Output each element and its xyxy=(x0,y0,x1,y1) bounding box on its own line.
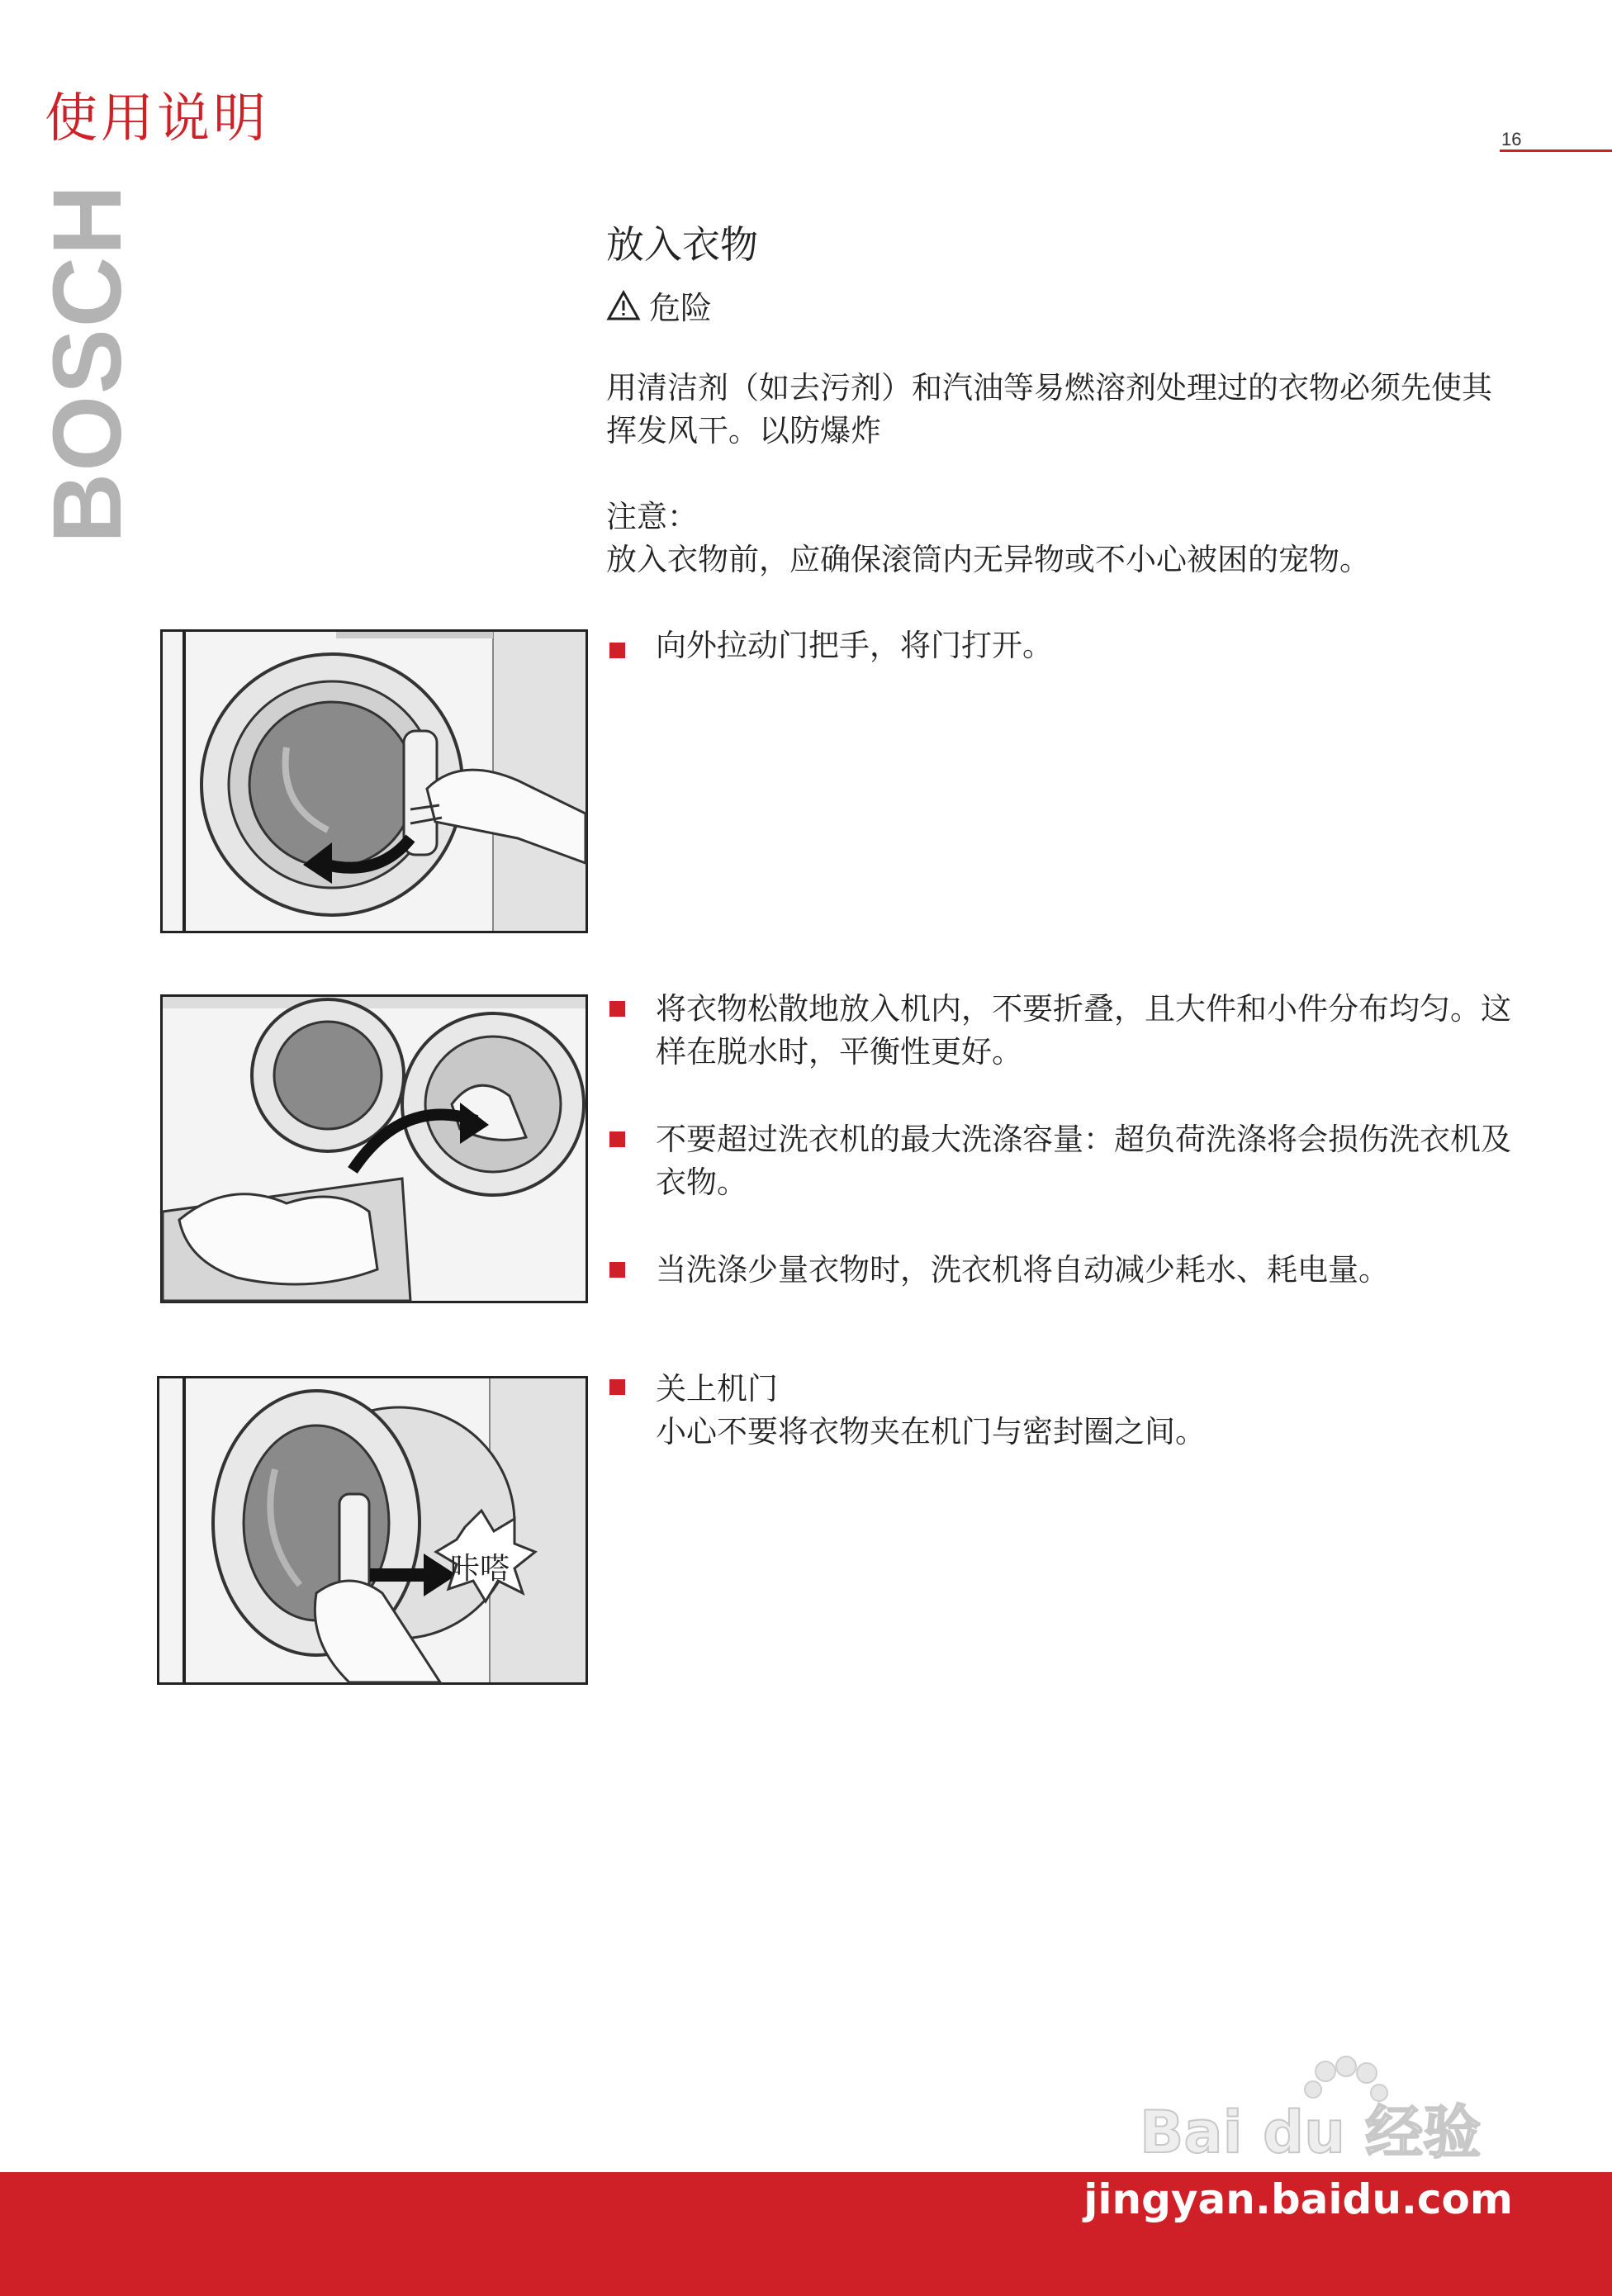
section-title: 放入衣物 xyxy=(606,222,758,267)
note-text: 放入衣物前，应确保滚筒内无异物或不小心被困的宠物。 xyxy=(606,542,1370,577)
danger-text: 用清洁剂（如去污剂）和汽油等易燃溶剂处理过的衣物必须先使其挥发风干。以防爆炸 xyxy=(606,370,1492,448)
step2-bullet-marker-1 xyxy=(609,1001,625,1017)
step2-text-3: 当洗涤少量衣物时，洗衣机将自动减少耗水、耗电量。 xyxy=(656,1252,1389,1288)
danger-heading xyxy=(606,282,712,328)
baidu-watermark xyxy=(1140,2055,1520,2166)
illustration-open-door xyxy=(160,629,588,933)
bosch-logo xyxy=(33,183,142,543)
illustration-close-door xyxy=(157,1376,588,1685)
step2-text-1: 将衣物松散地放入机内，不要折叠，且大件和小件分布均匀。这样在脱水时，平衡性更好。 xyxy=(656,991,1511,1070)
page-number: 16 xyxy=(1501,129,1522,149)
bosch-logo-text: BOSCH xyxy=(33,183,142,543)
step2-bullet-marker-3 xyxy=(609,1262,625,1278)
step3-heading: 关上机门 xyxy=(656,1371,778,1407)
page-number-rule xyxy=(1500,149,1612,152)
note-block xyxy=(606,496,1523,581)
baidu-watermark-text: Bai du 经验 xyxy=(1140,2099,1482,2166)
footer-url: jingyan.baidu.com xyxy=(1083,2175,1513,2223)
step1-bullet-marker xyxy=(609,643,625,658)
manual-header-title: 使用说明 xyxy=(45,88,269,149)
step3-bullet-marker xyxy=(609,1379,625,1395)
warning-triangle-icon xyxy=(606,290,641,321)
illustration-load-laundry xyxy=(160,994,588,1303)
step1-text: 向外拉动门把手，将门打开。 xyxy=(656,628,1053,663)
step2-text-2: 不要超过洗衣机的最大洗涤容量：超负荷洗涤将会损伤洗衣机及衣物。 xyxy=(656,1122,1511,1200)
step2-bullet-marker-2 xyxy=(609,1131,625,1147)
step3-block xyxy=(656,1368,1539,1454)
note-label: 注意： xyxy=(606,499,698,534)
click-sound-label: 咔嗒 xyxy=(450,1552,510,1586)
step3-subtext: 小心不要将衣物夹在机门与密封圈之间。 xyxy=(656,1414,1206,1449)
danger-label: 危险 xyxy=(649,290,713,326)
